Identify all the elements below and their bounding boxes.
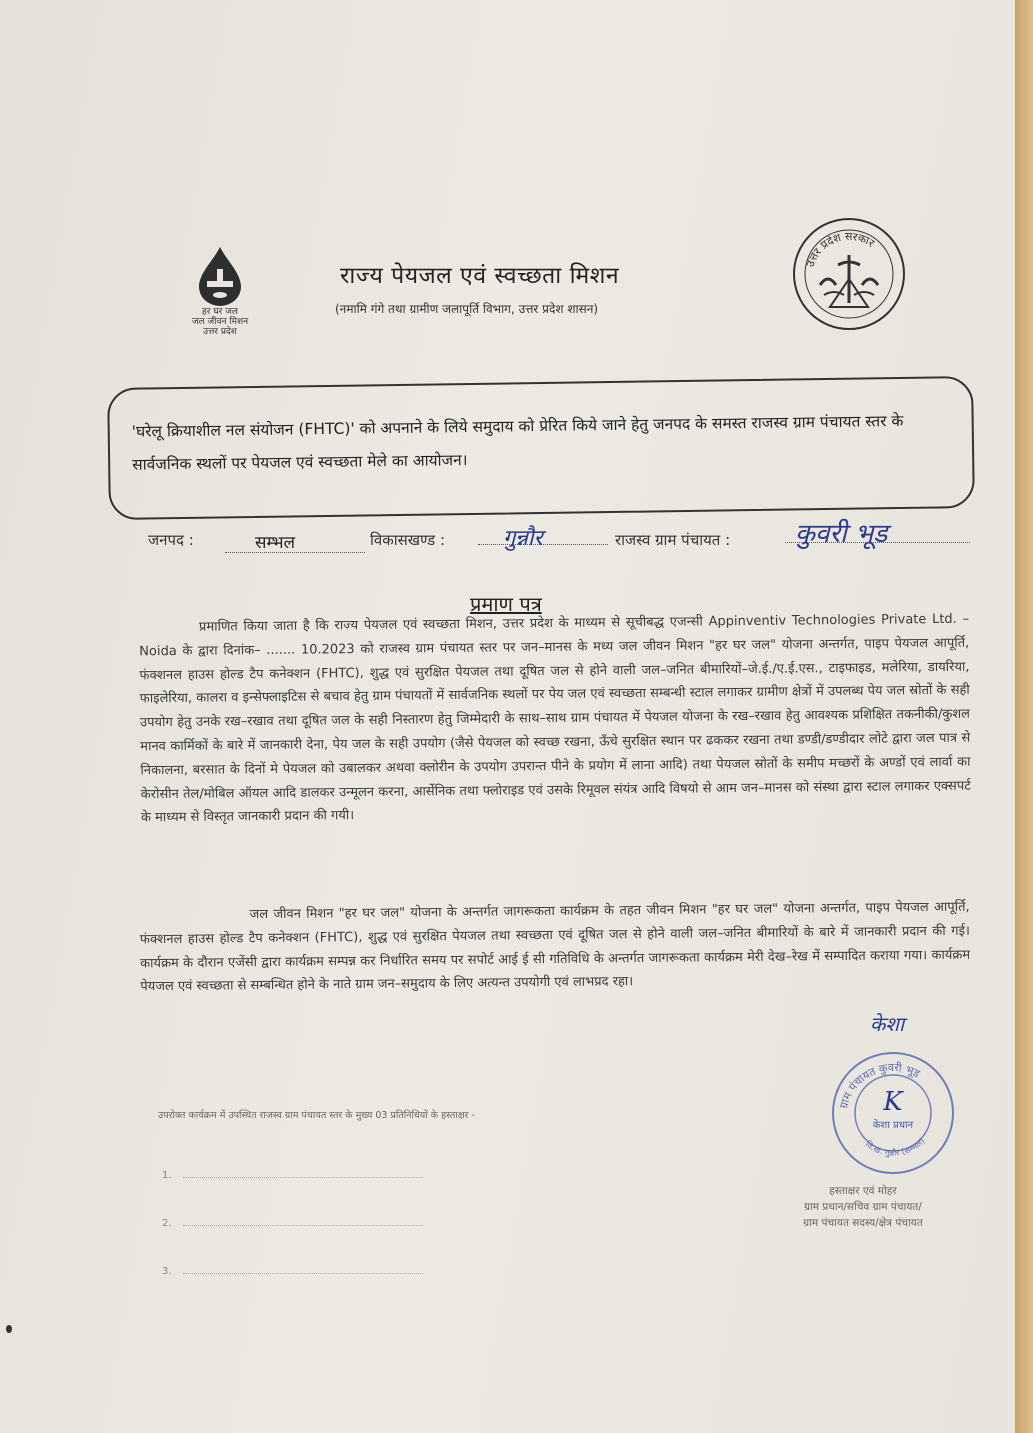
representatives-note: उपरोक्त कार्यक्रम में उपस्थित राजस्व ग्राम पंचायत स्तर के मुख्य 03 प्रतिनिधियों के हस्ताक्षर -: [158, 1110, 475, 1121]
signature-line-2: [162, 1218, 423, 1229]
emblem-icon: [790, 215, 908, 333]
certificate-heading: प्रमाण पत्र: [470, 592, 542, 616]
logo-caption-2: जल जीवन मिशन: [191, 317, 249, 327]
table-background: [1015, 0, 1033, 1433]
signatory-line-1: हस्ताक्षर एवं मोहर: [829, 1185, 897, 1197]
line-number-2: 2.: [162, 1218, 172, 1229]
panchayat-field: [785, 514, 970, 549]
panchayat-label: राजस्व ग्राम पंचायत :: [615, 531, 731, 549]
signatory-line-3: ग्राम पंचायत सदस्य/क्षेत्र पंचायत: [803, 1217, 923, 1229]
certificate-paragraph-1: प्रमाणित किया जाता है कि राज्य पेयजल एवं स्वच्छता मिशन, उत्तर प्रदेश के माध्यम से सूचीबद्ध एजन्सी Appinventiv Technologies Private Ltd. – Noida के द्वारा दिनांक– ....... 10.2023 को राजस्व ग्राम पंचायत स्तर पर जन–मानस के मध्य जल जीवन मिशन "हर घर जल" योजना अन्तर्गत, पाइप पेयजल आपूर्ति, फंक्शनल हाउस होल्ड टैप कनेक्शन (FHTC), शुद्ध एवं सुरक्षित पेयजल तथा दूषित जल से होने वाली जल–जनित बीमारियों–जे.ई./ए.ई.एस., टाइफाइड, मलेरिया, डायरिया, फाइलेरिया, कालरा व इन्सेफ्लाइटिस से बचाव हेतु ग्राम पंचायतों में सार्वजनिक स्थलों पर पेय जल एवं स्वच्छता सम्बन्धी स्टाल लगाकर ग्रामीण क्षेत्रों में उपलब्ध पेय जल स्रोतों के सही उपयोग हेतु उनके रख–रखाव तथा दूषित जल के सही निस्तारण हेतु जिम्मेदारी के साथ–साथ ग्राम पंचायत में पेयजल योजना के रख–रखाव हेतु आवश्यक प्रशिक्षित तकनीकी/कुशल मानव कार्मिकों के बारे में जानकारी देना, पेय जल के सही उपयोग (जैसे पेयजल को स्वच्छ रखना, ऊँचे सुरक्षित स्थान पर ढककर रखना तथा डण्डी/डण्डीदार लोटे द्वारा जल पात्र से निकालना, बरसात के दिनों मे पेयजल को उबालकर अथवा क्लोरीन के उपयोग उपरान्त पीने के प्रयोग में लाना आदि) तथा पेयजल स्रोतों के समीप मच्छरों के अण्डों एवं लार्वा का केरोसीन तेल/मोबिल ऑयल आदि डालकर उन्मूलन करना, आर्सेनिक तथा फ्लोराइड एवं उसके रिमूवल संयंत्र आदि विषयो से आम जन–मानस को संस्था द्वारा स्टाल लगाकर एक्सपर्ट के माध्यम से विस्तृत जानकारी प्रदान की गयी।: [139, 611, 971, 826]
district-label: जनपद :: [148, 531, 194, 549]
stamp-center-text: केशा प्रधान: [872, 1120, 914, 1131]
svg-text:ग्राम पंचायत कुवरी भूड: [837, 1061, 922, 1110]
line-number-3: 3.: [162, 1266, 172, 1277]
signature-line-3: [162, 1266, 423, 1277]
handwritten-signature: केशा: [870, 1012, 905, 1036]
block-field: [478, 522, 608, 551]
certificate-paragraph-2: जल जीवन मिशन "हर घर जल" योजना के अन्तर्गत जागरूकता कार्यक्रम के तहत जीवन मिशन "हर घर जल" योजना अन्तर्गत, पाइप पेयजल आपूर्ति, फंक्शनल हाउस होल्ड टैप कनेक्शन (FHTC), शुद्ध एवं सुरक्षित पेयजल तथा स्वच्छता एवं दूषित जल से होने वाली जल–जनित बीमारियों के बारे में जानकारी प्रदान की गई। कार्यक्रम के दौरान एजेंसी द्वारा कार्यक्रम सम्पन्न कर निर्धारित समय पर सपोर्ट आई ई सी गतिविधि के अन्तर्गत जागरूकता कार्यक्रम मेरी देख–रेख में सम्पादित कराया गया। कार्यक्रम पेयजल एवं स्वच्छता से सम्बन्धित होने के नाते ग्राम जन–समुदाय के लिए अत्यन्त उपयोगी एवं लाभप्रद रहा।: [139, 899, 971, 995]
har-ghar-jal-logo: [185, 245, 255, 337]
logo-caption-3: उत्तर प्रदेश: [203, 327, 237, 337]
subject-text: 'घरेलू क्रियाशील नल संयोजन (FHTC)' को अपनाने के लिये समुदाय को प्रेरित किये जाने हेतु जनपद के समस्त राजस्व ग्राम पंचायत स्तर के सार्वजनिक स्थलों पर पेयजल एवं स्वच्छता मेले का आयोजन।: [131, 411, 904, 474]
stamp-ring-text: ग्राम पंचायत कुवरी भूड: [837, 1060, 923, 1111]
signatory-line-2: ग्राम प्रधान/सचिव ग्राम पंचायत/: [804, 1201, 922, 1213]
up-government-emblem: [790, 215, 908, 333]
district-value: सम्भल: [255, 533, 296, 553]
panchayat-stamp: [828, 1048, 958, 1178]
signature-line-1: [162, 1170, 423, 1181]
panchayat-value: कुवरी भूड: [795, 519, 888, 549]
stamp-bottom-text: वि.ख. गुन्नौर (सम्भल): [862, 1136, 928, 1159]
line-number-1: 1.: [162, 1170, 172, 1181]
stamp-seal-icon: [828, 1048, 958, 1178]
mission-title: राज्य पेयजल एवं स्वच्छता मिशन: [340, 263, 620, 289]
water-drop-icon: [193, 245, 247, 307]
emblem-ring-text: उत्तर प्रदेश सरकार: [803, 229, 877, 269]
ink-mark: [6, 1325, 12, 1333]
svg-text:वि.ख. गुन्नौर (सम्भल): [863, 1137, 928, 1159]
block-value: गुन्नौर: [503, 526, 543, 551]
signatory-block: [748, 1183, 978, 1231]
subject-box: [107, 376, 975, 520]
stamp-center-mark: K: [883, 1087, 903, 1117]
district-field: [225, 530, 365, 553]
mission-subtitle: (नमामि गंगे तथा ग्रामीण जलापूर्ति विभाग, उत्तर प्रदेश शासन): [335, 302, 599, 316]
logo-caption-1: हर घर जल: [202, 307, 238, 317]
block-label: विकासखण्ड :: [370, 531, 446, 549]
